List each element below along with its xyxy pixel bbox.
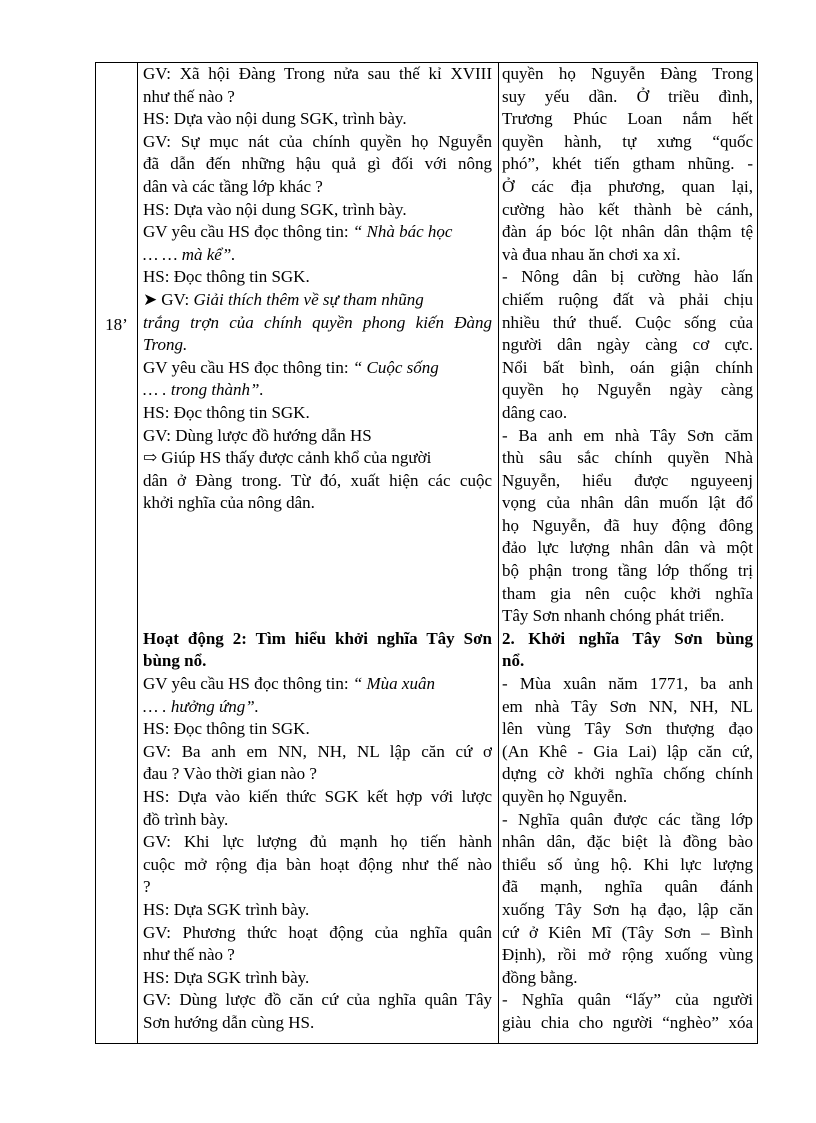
text-line: - Mùa xuân năm 1771, ba anh	[502, 674, 753, 694]
quote-start: “ Nhà bác học	[352, 222, 453, 242]
text-line: cứ ở Kiên Mĩ (Tây Sơn – Bình	[502, 922, 753, 942]
text-line: GV: Dùng lược đồ căn cứ của nghĩa quân Tây	[143, 990, 492, 1010]
time-cell: 18’	[105, 315, 128, 334]
text-line: GV: Ba anh em NN, NH, NL lập căn cứ ơ	[143, 741, 492, 761]
text-line: HS: Đọc thông tin SGK.	[143, 267, 310, 287]
quote-end: … . trong thành”.	[143, 380, 264, 400]
text-line: nhân dân, đặc biệt là đồng bào	[502, 832, 753, 852]
text-line: tham gia nên cuộc khởi nghĩa	[502, 583, 753, 603]
text-line: chiếm ruộng đất và phải chịu	[502, 289, 753, 309]
quote-start: “ Mùa xuân	[352, 674, 435, 694]
text-line: Định), rồi mở rộng xuống vùng	[502, 945, 753, 965]
text-line: đồ trình bày.	[143, 809, 229, 829]
quote-end: … . hưởng ứng”.	[143, 696, 259, 716]
text-line: dựng cờ khởi nghĩa chống chính	[502, 764, 753, 784]
text-line: họ Nguyễn, đã huy động đông	[502, 515, 753, 535]
text-line: HS: Dựa SGK trình bày.	[143, 899, 310, 919]
text-line: ?	[143, 877, 151, 897]
text-line: người dân ngày càng cơ cực.	[502, 335, 753, 355]
text-line: quyền họ Nguyễn.	[502, 787, 628, 806]
text-line: GV yêu cầu HS đọc thông tin: “ Cuộc sống	[143, 357, 439, 377]
text-line: HS: Đọc thông tin SGK.	[143, 402, 310, 422]
text-line: Tây Sơn nhanh chóng phát triển.	[502, 606, 725, 626]
lesson-table	[95, 62, 758, 1044]
text-line: đàn áp bóc lột nhân dân thậm tệ	[502, 222, 753, 242]
quote-start: “ Cuộc sống	[352, 357, 439, 377]
text-line: phó”, khét tiến gtham nhũng. -	[502, 154, 753, 174]
text-line: và đua nhau ăn chơi xa xỉ.	[502, 244, 681, 264]
text-line: dâng cao.	[502, 402, 568, 422]
text-line: đã dẫn đến những hậu quả gì đối với nông	[143, 154, 492, 174]
text-line: lên vùng Tây Sơn thượng đạo	[502, 719, 753, 739]
text-line: Ở các địa phương, quan lại,	[502, 176, 753, 196]
text-line: - Nông dân bị cường hào lấn	[502, 267, 753, 287]
text-line: quyền họ Nguyễn ngày càng	[502, 380, 753, 400]
text-line: đảo lực lượng nhân dân và một	[502, 538, 753, 558]
text-line: GV: Khi lực lượng đủ mạnh họ tiến hành	[143, 832, 492, 852]
text-line: Nổi bất bình, oán giận chính	[502, 357, 753, 377]
text-line: Trong.	[143, 335, 188, 355]
text-line: nhiều thứ thuế. Cuộc sống của	[502, 312, 753, 332]
text-line: HS: Đọc thông tin SGK.	[143, 719, 310, 739]
text-line: thiểu số ủng hộ. Khi lực lượng	[502, 854, 753, 874]
text-line: quyền hành, tự xưng “quốc	[502, 131, 753, 151]
text-line: ➤ GV: Giải thích thêm về sự tham nhũng	[143, 289, 492, 312]
text-line: GV yêu cầu HS đọc thông tin: “ Mùa xuân	[143, 674, 435, 694]
text-line: GV: Dùng lược đồ hướng dẫn HS	[143, 425, 372, 445]
text-line: GV: Sự mục nát của chính quyền họ Nguyễn	[143, 131, 492, 151]
text-line: Trương Phúc Loan nắm hết	[502, 109, 753, 129]
text-line: xuống Tây Sơn hạ đạo, lập căn	[502, 899, 753, 919]
text-line: vọng của nhân dân muốn lật đổ	[502, 493, 753, 513]
text-line: GV yêu cầu HS đọc thông tin: “ Nhà bác học	[143, 222, 453, 242]
text-line: quyền họ Nguyễn Đàng Trong	[502, 64, 753, 83]
text-line: em nhà Tây Sơn NN, NH, NL	[502, 696, 753, 716]
text-line: suy yếu dần. Ở triều đình,	[502, 86, 753, 106]
section-2-heading-cont: nổ.	[502, 651, 525, 671]
text-line: cường hào kết thành bè cánh,	[502, 199, 753, 219]
arrow-right-icon: ⇨	[143, 448, 158, 468]
text-line: thù sâu sắc chính quyền Nhà	[502, 448, 753, 468]
text-line: Nguyễn, hiểu được nguyeenj	[502, 470, 753, 490]
text-line: - Nghĩa quân được các tầng lớp	[502, 809, 753, 829]
text-line: GV: Xã hội Đàng Trong nửa sau thế kỉ XVIII	[143, 64, 492, 83]
text-line: HS: Dựa vào kiến thức SGK kết hợp với lược	[143, 787, 492, 806]
text-line: HS: Dựa vào nội dung SGK, trình bày.	[143, 199, 407, 219]
text-line: bộ phận trong tầng lớp thống trị	[502, 561, 753, 581]
text-line: đồng bằng.	[502, 967, 578, 987]
quote-end: … … mà kể”.	[143, 244, 236, 264]
text-line: trắng trợn của chính quyền phong kiến Đàng	[143, 312, 492, 332]
teacher-student-activities-column	[143, 63, 492, 1035]
text-line: cuộc mở rộng địa bàn hoạt động như thế nào	[143, 854, 492, 874]
content-notes-column	[502, 63, 753, 1035]
text-line: HS: Dựa vào nội dung SGK, trình bày.	[143, 109, 407, 129]
text-line: GV: Phương thức hoạt động của nghĩa quân	[143, 922, 492, 942]
text-line: dân ở Đàng trong. Từ đó, xuất hiện các cuộc	[143, 470, 492, 490]
column-divider-time	[137, 63, 138, 1043]
text-line: HS: Dựa SGK trình bày.	[143, 967, 310, 987]
activity-2-heading: Hoạt động 2: Tìm hiểu khởi nghĩa Tây Sơn	[143, 628, 492, 648]
text-line: như thế nào ?	[143, 945, 235, 965]
activity-2-heading-cont: bùng nổ.	[143, 651, 207, 671]
text-line: - Nghĩa quân “lấy” của người	[502, 990, 753, 1010]
text-line: (An Khê - Gia Lai) lập căn cứ,	[502, 741, 753, 761]
text-line: đau ? Vào thời gian nào ?	[143, 764, 317, 784]
arrowhead-bullet-icon: ➤	[143, 289, 158, 309]
text-line: như thế nào ?	[143, 86, 235, 106]
text-line: đã mạnh, nghĩa quân đánh	[502, 877, 753, 897]
column-divider-content	[498, 63, 499, 1043]
text-line: ⇨ Giúp HS thấy được cảnh khổ của người	[143, 447, 492, 470]
text-line: khởi nghĩa của nông dân.	[143, 493, 315, 513]
section-2-heading: 2. Khởi nghĩa Tây Sơn bùng	[502, 628, 753, 648]
text-line: giàu chia cho người “nghèo” xóa	[502, 1012, 753, 1032]
text-line: Sơn hướng dẫn cùng HS.	[143, 1012, 315, 1032]
text-line: dân và các tầng lớp khác ?	[143, 176, 323, 196]
text-line: - Ba anh em nhà Tây Sơn căm	[502, 425, 753, 445]
